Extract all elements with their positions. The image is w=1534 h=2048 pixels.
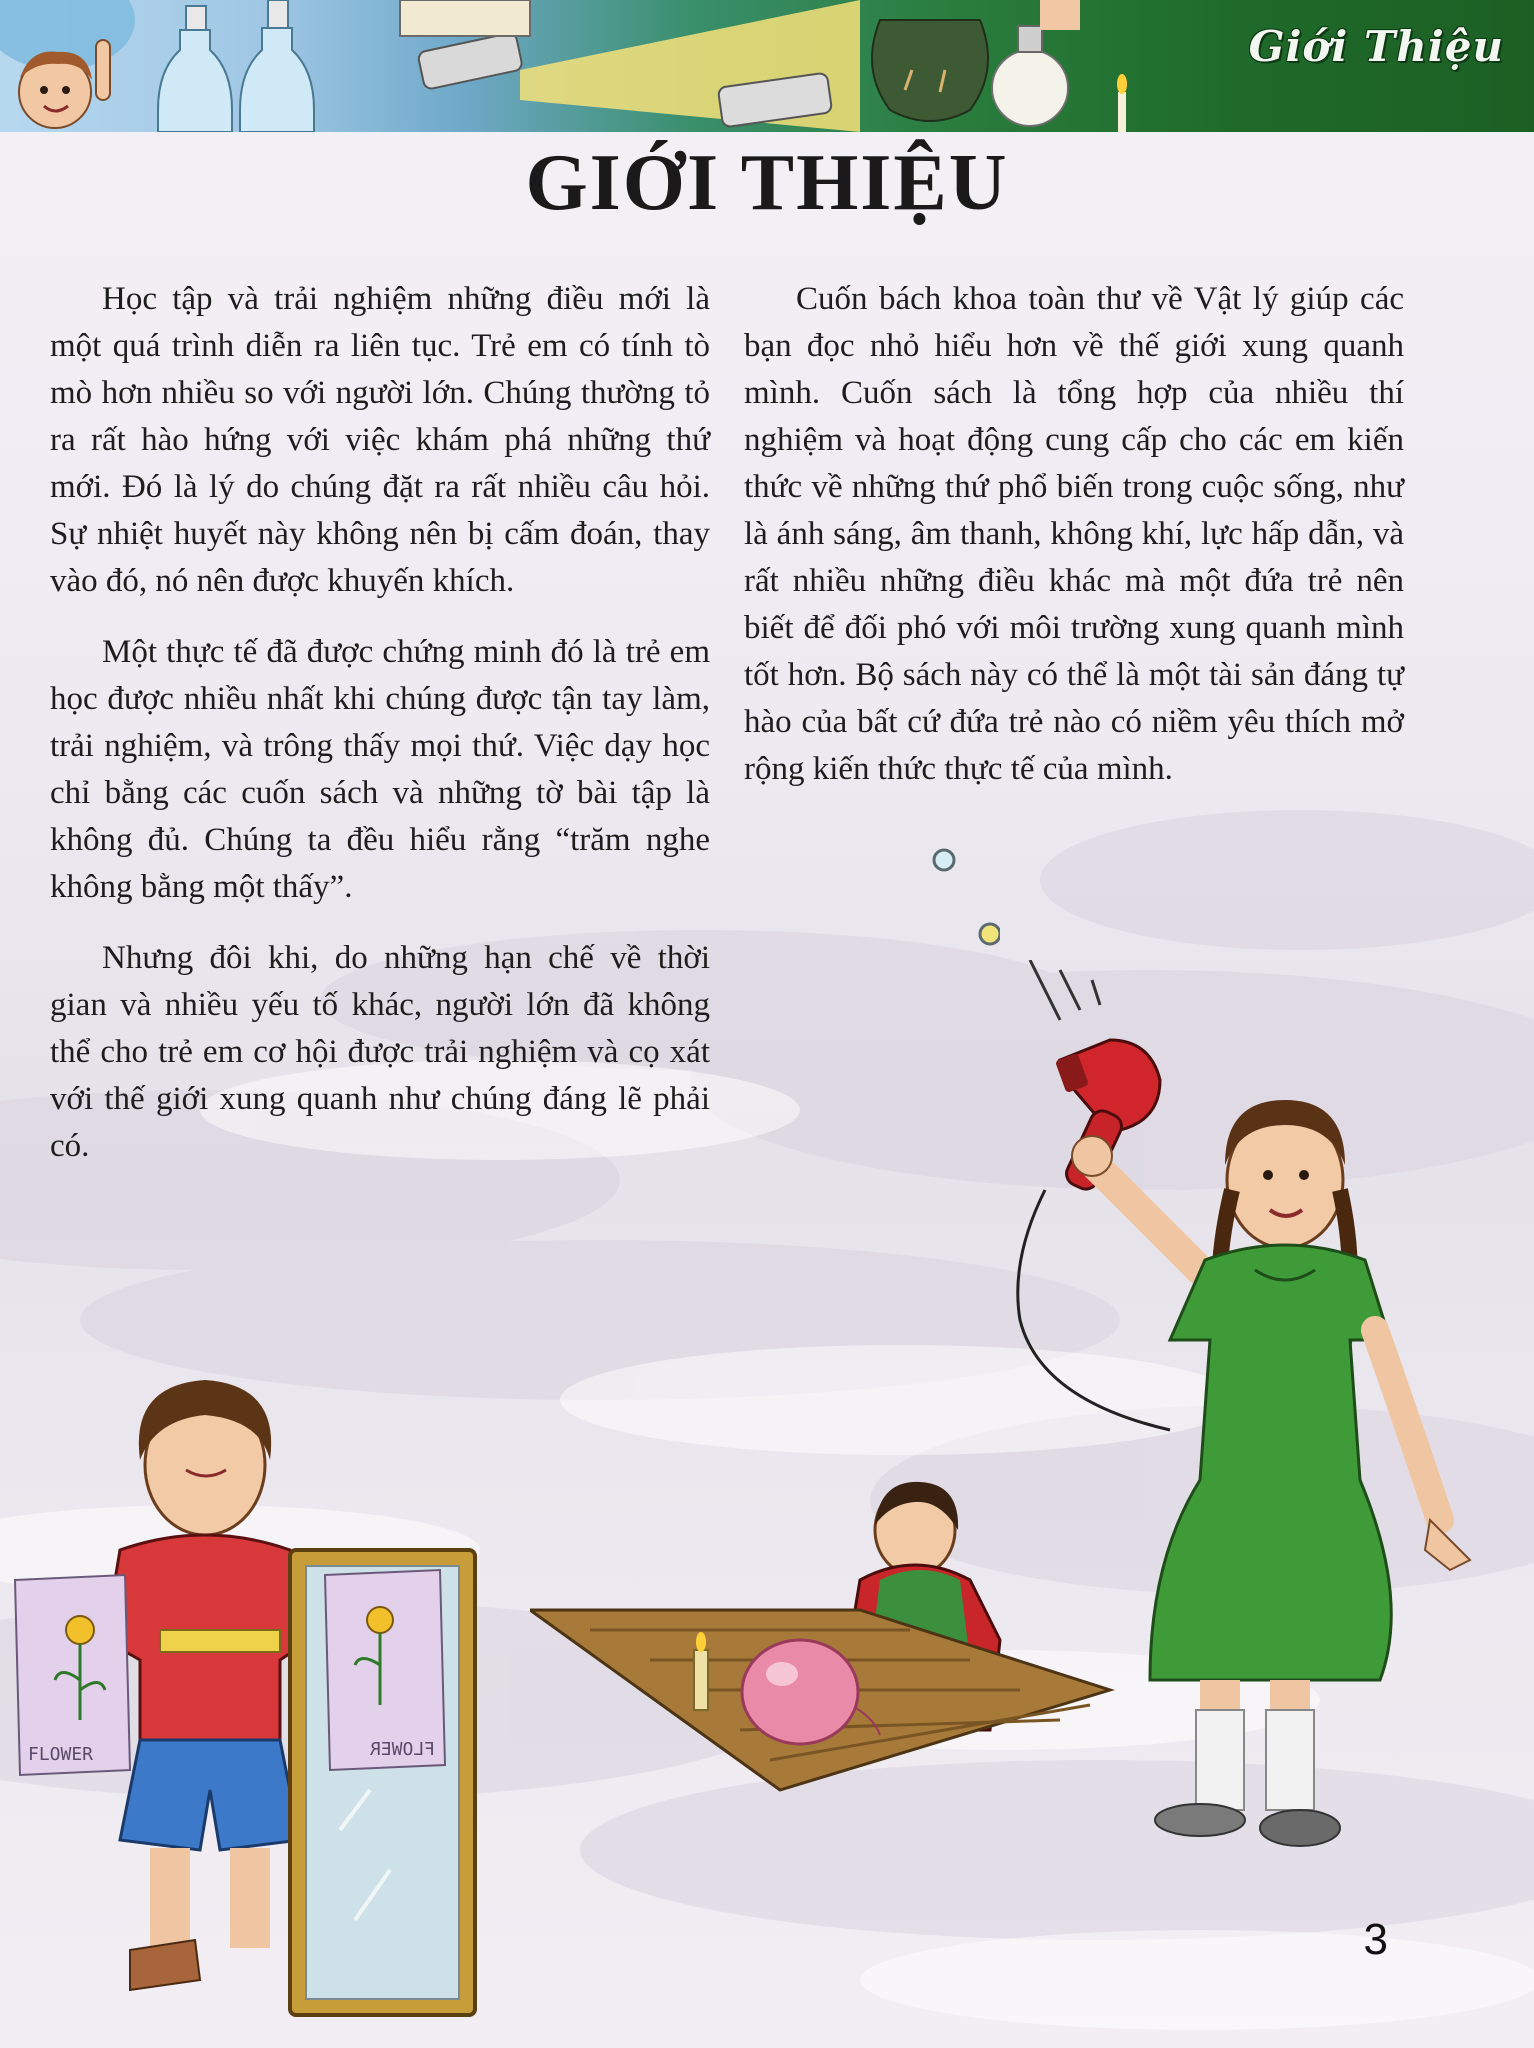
bottles-art (158, 0, 314, 132)
flower-paper (15, 1575, 130, 1775)
mirror-label: FLOWER (369, 1739, 435, 1760)
child-balloon-art (0, 0, 135, 128)
bubbles-illustration (920, 840, 1000, 950)
header-banner (0, 0, 1534, 132)
bulb-art (992, 0, 1127, 132)
flashlight-art (400, 0, 860, 132)
paragraph: Học tập và trải nghiệm những điều mới là một quá trình diễn ra liên tục. Trẻ em có tính tò mò hơn nhiều so với người lớn. Chúng thường tỏ ra rất hào hứng với việc khám phá những thứ mới. Đó là lý do chúng đặt ra rất nhiều câu hỏi. Sự nhiệt huyết này không nên bị cấm đoán, thay vào đó, nó nên được khuyến khích. (50, 281, 710, 599)
paragraph: Cuốn bách khoa toàn thư về Vật lý giúp các bạn đọc nhỏ hiểu hơn về thế giới xung quanh mình. Cuốn sách là tổng hợp của nhiều thí nghiệm và hoạt động cung cấp cho các em kiến thức về những thứ phổ biến trong cuộc sống, như là ánh sáng, âm thanh, không khí, lực hấp dẫn, và rất nhiều những điều khác mà một đứa trẻ nên biết để đối phó với môi trường xung quanh mình tốt hơn. Bộ sách này có thể là một tài sản đáng tự hào của bất cứ đứa trẻ nào có niềm yêu thích mở rộng kiến thức thực tế của mình. (744, 281, 1404, 787)
bag-art (872, 20, 988, 121)
page-title: GIỚI THIỆU (525, 139, 1009, 227)
left-column (50, 276, 710, 1194)
paragraph: Một thực tế đã được chứng minh đó là trẻ em học được nhiều nhất khi chúng được tận tay làm, trải nghiệm, và trông thấy mọi thứ. Việc dạy học chỉ bằng các cuốn sách và những tờ bài tập là không đủ. Chúng ta đều hiểu rằng “trăm nghe không bằng một thấy”. (50, 634, 710, 905)
right-column (744, 276, 1404, 817)
boy-with-mirror-illustration (10, 1360, 480, 2020)
paragraph: Nhưng đôi khi, do những hạn chế về thời gian và nhiều yếu tố khác, người lớn đã không thể cho trẻ em cơ hội được trải nghiệm và cọ xát với thế giới xung quanh như chúng đáng lẽ phải có. (50, 940, 710, 1164)
mirror (290, 1550, 475, 2015)
page-number: 3 (1363, 1915, 1388, 1964)
section-label: Giới Thiệu (1248, 22, 1504, 71)
boy-with-balloon-illustration (530, 1470, 1120, 1800)
paper-label: FLOWER (28, 1744, 94, 1765)
